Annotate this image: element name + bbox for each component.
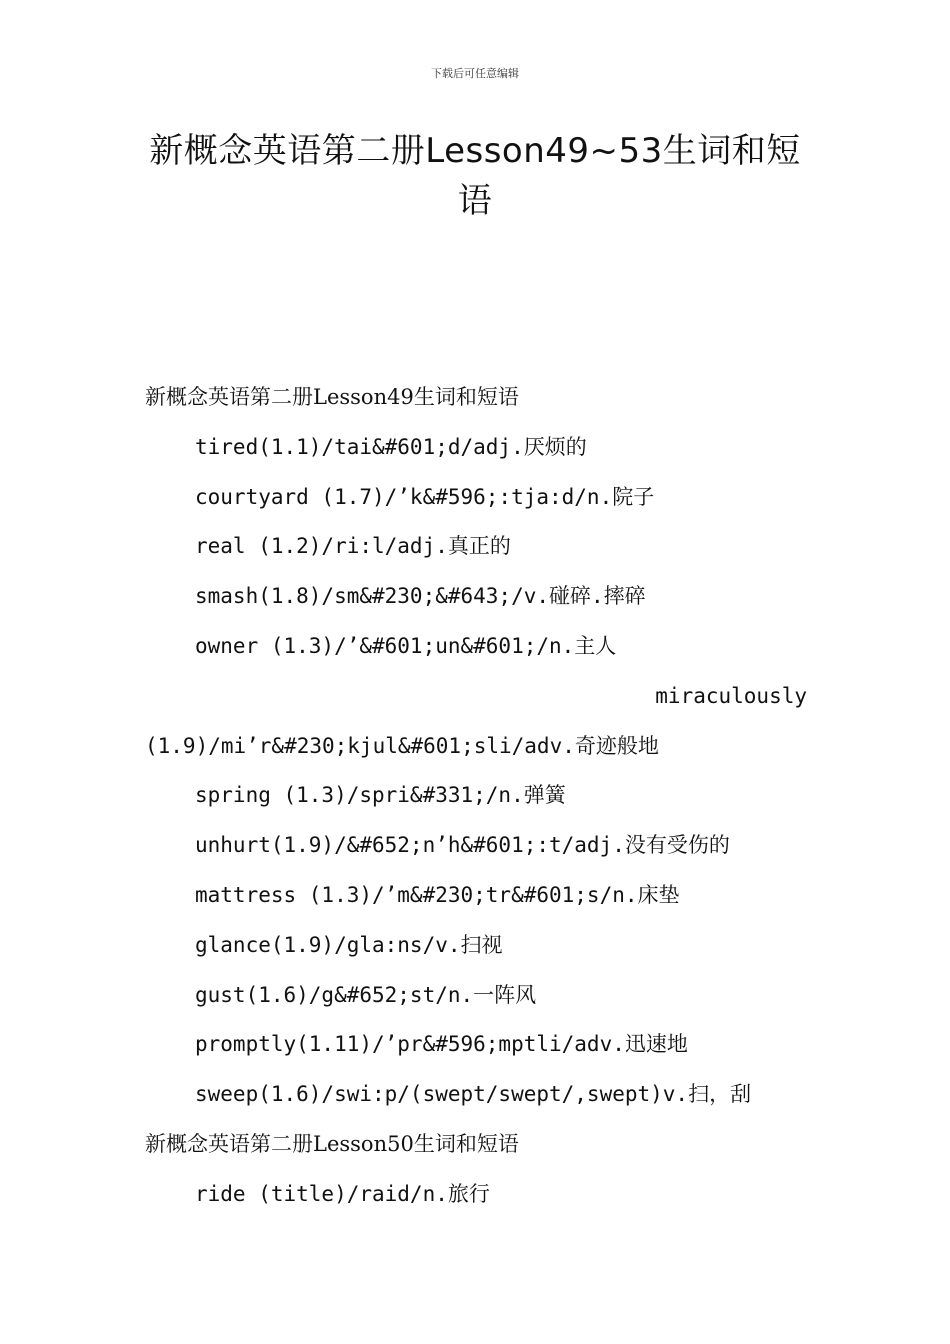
vocab-entry-spring: spring (1.3)/spri&#331;/n.弹簧 [195, 783, 566, 808]
vocab-entry-courtyard: courtyard (1.7)/’k&#596;:tja:d/n.院子 [195, 484, 655, 509]
vocab-entry-ride: ride (title)/raid/n.旅行 [195, 1181, 490, 1206]
vocab-entry-gust: gust(1.6)/g&#652;st/n.一阵风 [195, 982, 537, 1007]
vocab-entry-real: real (1.2)/ri:l/adj.真正的 [195, 534, 511, 559]
document-title: 新概念英语第二册Lesson49~53生词和短语 [149, 131, 801, 221]
vocab-entry-unhurt: unhurt(1.9)/&#652;n’h&#601;:t/adj.没有受伤的 [195, 833, 730, 858]
header-note: 下载后可任意编辑 [431, 67, 519, 80]
section-heading-lesson49: 新概念英语第二册Lesson49生词和短语 [145, 385, 519, 409]
vocab-entry-miraculously: miraculously [655, 683, 807, 708]
vocab-entry-mattress: mattress (1.3)/’m&#230;tr&#601;s/n.床垫 [195, 882, 680, 907]
vocab-entry-sweep: sweep(1.6)/swi:p/(swept/swept/,swept)v.扫，刮 [195, 1082, 752, 1107]
vocabulary-list [145, 373, 807, 1220]
vocab-entry-owner: owner (1.3)/’&#601;un&#601;/n.主人 [195, 633, 617, 658]
section-heading-lesson50: 新概念英语第二册Lesson50生词和短语 [145, 1131, 519, 1156]
vocab-entry-smash: smash(1.8)/sm&#230;&#643;/v.碰碎.摔碎 [195, 584, 646, 609]
vocab-entry-promptly: promptly(1.11)/’pr&#596;mptli/adv.迅速地 [195, 1032, 688, 1057]
vocab-entry-glance: glance(1.9)/gla:ns/v.扫视 [195, 932, 503, 957]
vocab-entry-tired: tired(1.1)/tai&#601;d/adj.厌烦的 [195, 434, 587, 459]
vocab-entry-miraculously-continuation: (1.9)/mi’r&#230;kjul&#601;sli/adv.奇迹般地 [145, 733, 659, 758]
